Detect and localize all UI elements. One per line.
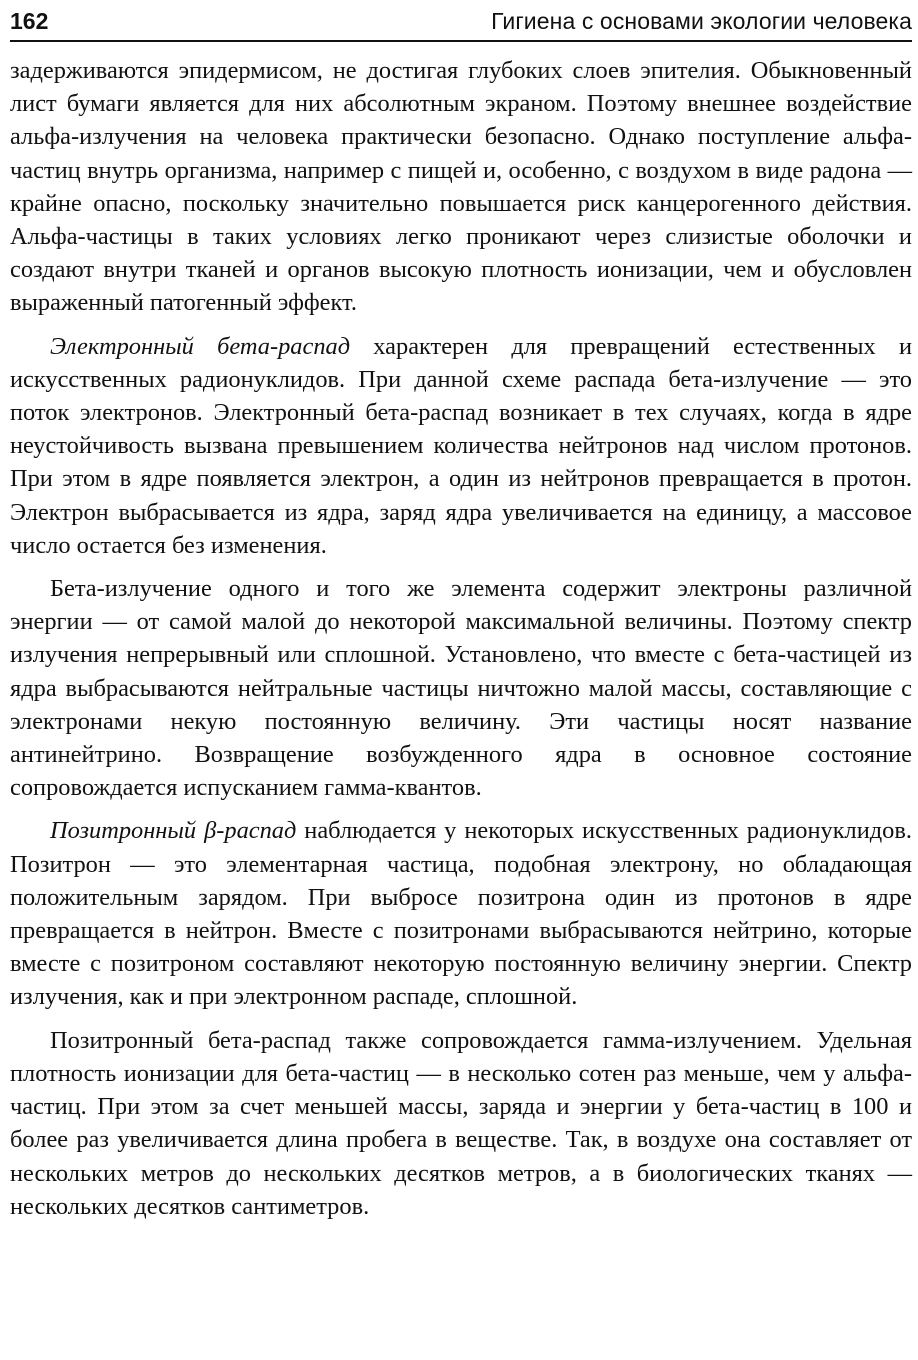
paragraph-lead-in: Электронный бета-распад: [50, 332, 351, 360]
paragraph-text: Позитронный бета-распад также сопровождается гамма-излучением. Удельная плотность ионизации для бета-частиц — в несколько сотен раз меньше, чем у альфа-частиц. При этом за счет меньшей массы, заряда и энергии у бета-частиц в 100 и более раз увеличивается длина пробега в веществе. Так, в воздухе она составляет от нескольких метров до нескольких десятков метров, а в биологических тканях — нескольких десятков сантиметров.: [10, 1026, 912, 1220]
paragraph: [10, 1024, 912, 1223]
paragraph: [10, 572, 912, 804]
paragraph-lead-in: Позитронный β-распад: [50, 817, 297, 845]
body-text: [10, 54, 912, 1233]
running-header: [10, 4, 912, 42]
page-number: 162: [10, 8, 49, 34]
paragraph-text: Бета-излучение одного и того же элемента содержит электроны различной энергии — от самой малой до некоторой максимальной величины. Поэтому спектр излучения непрерывный или сплошной. Установлено, что вместе с бета-частицей из ядра выбрасываются нейтральные частицы ничтожно малой массы, составляющие с электронами некую постоянную величину. Эти частицы носят название антинейтрино. Возвращение возбужденного ядра в основное состояние сопровождается испусканием гамма-квантов.: [10, 575, 912, 802]
running-title: Гигиена с основами экологии человека: [491, 8, 912, 34]
paragraph-text: задерживаются эпидермисом, не достигая глубоких слоев эпителия. Обыкновенный лист бумаги является для них абсолютным экраном. Поэтому внешнее воздействие альфа-излучения на человека практически безопасно. Однако поступление альфа-частиц внутрь организма, например с пищей и, особенно, с воздухом в виде радона — крайне опасно, поскольку значительно повышается риск канцерогенного действия. Альфа-частицы в таких условиях легко проникают через слизистые оболочки и создают внутри тканей и органов высокую плотность ионизации, чем и обусловлен выраженный патогенный эффект.: [10, 57, 912, 317]
paragraph: [10, 814, 912, 1013]
paragraph-text: наблюдается у некоторых искусственных радионуклидов. Позитрон — это элементарная частица, подобная электрону, но обладающая положительным зарядом. При выбросе позитрона один из протонов в ядре превращается в нейтрон. Вместе с позитронами выбрасываются нейтрино, которые вместе с позитроном составляют некоторую постоянную величину энергии. Спектр излучения, как и при электронном распаде, сплошной.: [10, 817, 912, 1011]
paragraph: [10, 54, 912, 320]
paragraph-text: характерен для превращений естественных и искусственных радионуклидов. При данной схеме распада бета-излучение — это поток электронов. Электронный бета-распад возникает в тех случаях, когда в ядре неустойчивость вызвана превышением количества нейтронов над числом протонов. При этом в ядре появляется электрон, а один из нейтронов превращается в протон. Электрон выбрасывается из ядра, заряд ядра увеличивается на единицу, а массовое число остается без изменения.: [10, 332, 913, 559]
paragraph: [10, 330, 912, 562]
book-page: [10, 0, 912, 1360]
